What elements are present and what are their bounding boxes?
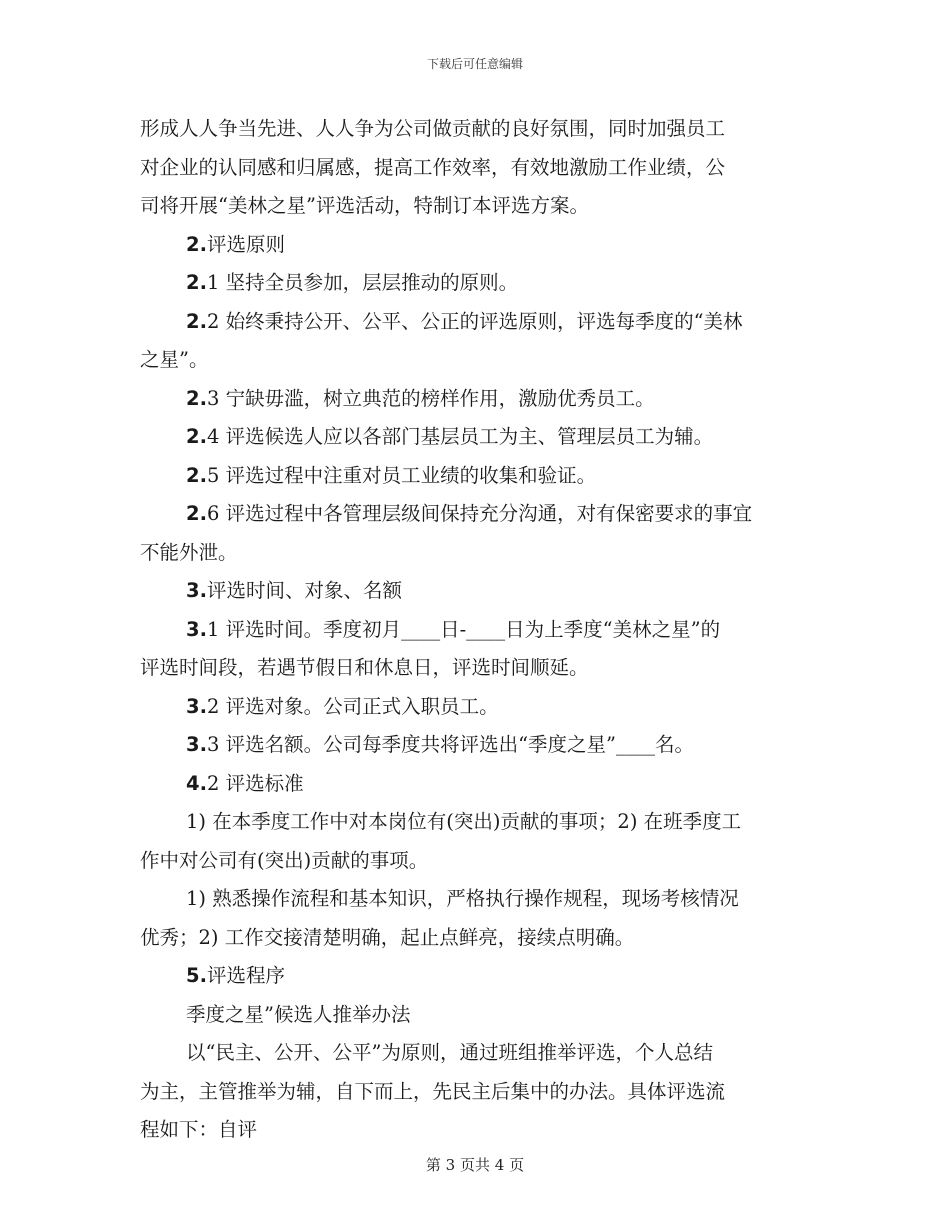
line-text: 2 评选对象。公司正式入职员工。 xyxy=(206,694,499,718)
line-text: 评选时间、对象、名额 xyxy=(206,579,402,602)
section-number: 3. xyxy=(186,579,207,602)
text-line xyxy=(140,226,816,265)
section-number: 3. xyxy=(186,617,207,641)
text-line xyxy=(140,880,816,919)
text-line xyxy=(140,534,816,573)
line-text: 为主，主管推举为辅，自下而上，先民主后集中的办法。具体评选流 xyxy=(140,1079,726,1103)
text-line xyxy=(140,842,816,881)
section-number: 4. xyxy=(186,771,207,795)
line-text: 1) 熟悉操作流程和基本知识，严格执行操作规程，现场考核情况 xyxy=(186,887,739,910)
page-footer: 第 3 页共 4 页 xyxy=(425,1156,525,1174)
text-line xyxy=(140,572,816,611)
text-line xyxy=(140,649,816,688)
text-line xyxy=(140,149,816,188)
section-number: 2. xyxy=(186,386,207,410)
section-number: 3. xyxy=(186,694,207,718)
text-line xyxy=(140,418,816,457)
line-text: 1 坚持全员参加，层层推动的原则。 xyxy=(206,271,519,294)
text-line xyxy=(140,957,816,996)
text-line xyxy=(140,611,816,650)
text-line xyxy=(140,1034,816,1073)
section-number: 2. xyxy=(186,309,207,333)
line-text: 季度之星”候选人推举办法 xyxy=(186,1002,411,1026)
page-header: 下载后可任意编辑 xyxy=(426,57,523,71)
section-number: 2. xyxy=(186,232,207,256)
document-body xyxy=(140,110,816,1150)
line-text: 6 评选过程中各管理层级间保持充分沟通，对有保密要求的事宜 xyxy=(206,502,753,525)
text-line xyxy=(140,765,816,804)
line-text: 评选程序 xyxy=(206,964,285,987)
text-line xyxy=(140,457,816,496)
text-line xyxy=(140,1073,816,1112)
line-text: 4 评选候选人应以各部门基层员工为主、管理层员工为辅。 xyxy=(206,425,714,448)
section-number: 5. xyxy=(186,964,207,987)
line-text: 作中对公司有(突出)贡献的事项。 xyxy=(140,848,429,872)
line-text: 3 评选名额。公司每季度共将评选出“季度之星”____名。 xyxy=(206,733,695,756)
line-text: 优秀；2) 工作交接清楚明确，起止点鲜亮，接续点明确。 xyxy=(140,925,635,949)
section-number: 2. xyxy=(186,502,207,525)
line-text: 1) 在本季度工作中对本岗位有(突出)贡献的事项；2) 在班季度工 xyxy=(186,810,742,833)
line-text: 对企业的认同感和归属感，提高工作效率，有效地激励工作业绩，公 xyxy=(140,155,726,179)
line-text: 3 宁缺毋滥，树立典范的榜样作用，激励优秀员工。 xyxy=(206,386,655,410)
text-line xyxy=(140,187,816,226)
line-text: 以“民主、公开、公平”为原则，通过班组推举评选，个人总结 xyxy=(186,1041,713,1064)
line-text: 不能外泄。 xyxy=(140,540,238,564)
line-text: 之星”。 xyxy=(140,348,209,371)
text-line xyxy=(140,996,816,1035)
line-text: 2 始终秉持公开、公平、公正的评选原则，评选每季度的“美林 xyxy=(206,309,743,333)
line-text: 5 评选过程中注重对员工业绩的收集和验证。 xyxy=(206,463,597,487)
text-line xyxy=(140,341,816,380)
text-line xyxy=(140,688,816,727)
text-line xyxy=(140,803,816,842)
text-line xyxy=(140,264,816,303)
text-line xyxy=(140,303,816,342)
line-text: 形成人人争当先进、人人争为公司做贡献的良好氛围，同时加强员工 xyxy=(140,117,726,140)
line-text: 司将开展“美林之星”评选活动，特制订本评选方案。 xyxy=(140,194,589,217)
line-text: 程如下：自评 xyxy=(140,1118,258,1141)
line-text: 评选原则 xyxy=(206,232,285,256)
section-number: 2. xyxy=(186,425,207,448)
text-line xyxy=(140,1111,816,1150)
section-number: 2. xyxy=(186,271,207,294)
text-line xyxy=(140,919,816,958)
section-number: 2. xyxy=(186,463,207,487)
text-line xyxy=(140,726,816,765)
text-line xyxy=(140,380,816,419)
text-line xyxy=(140,495,816,534)
line-text: 2 评选标准 xyxy=(206,771,304,795)
line-text: 1 评选时间。季度初月____日-____日为上季度“美林之星”的 xyxy=(206,617,721,641)
section-number: 3. xyxy=(186,733,207,756)
line-text: 评选时间段，若遇节假日和休息日，评选时间顺延。 xyxy=(140,656,589,679)
text-line xyxy=(140,110,816,149)
